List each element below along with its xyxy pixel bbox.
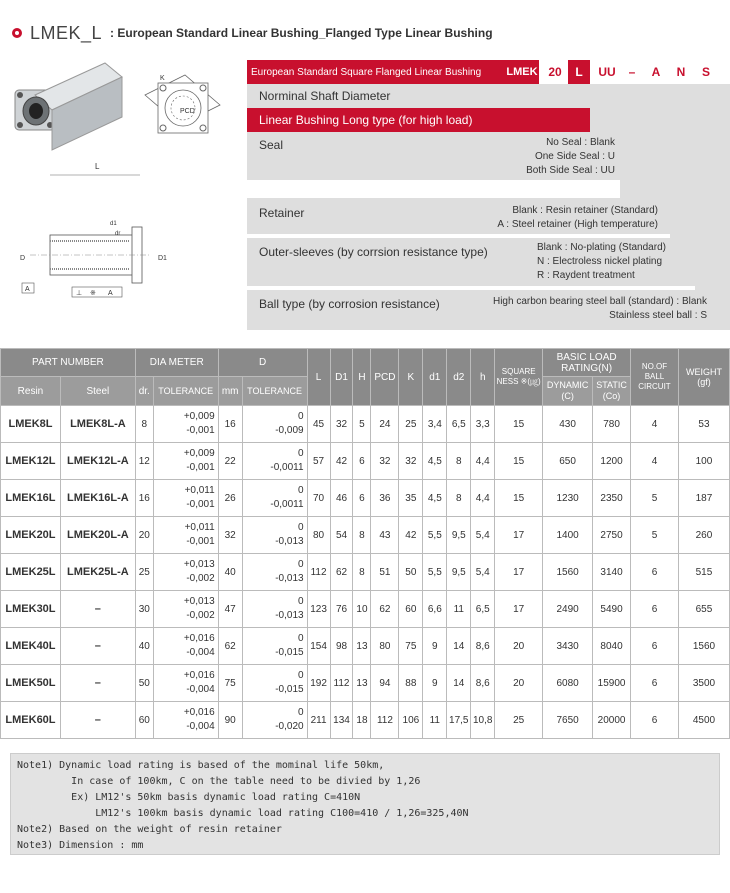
cell-dr: 8 — [135, 406, 153, 443]
cell-dr-tolerance — [153, 591, 218, 628]
cell-sq: 17 — [495, 591, 543, 628]
cell-st: 2350 — [593, 480, 631, 517]
cell-L: 45 — [307, 406, 330, 443]
cell-h: 8,6 — [471, 665, 495, 702]
cell-h: 10,8 — [471, 702, 495, 739]
cell-H: 18 — [353, 702, 371, 739]
cell-dr-tolerance — [153, 702, 218, 739]
cell-D: 62 — [218, 628, 242, 665]
cell-st: 1200 — [593, 443, 631, 480]
cell-resin: LMEK16L — [1, 480, 61, 517]
cell-d2: 11 — [447, 591, 471, 628]
bushing-3d-image — [15, 63, 122, 150]
cell-dyn: 650 — [543, 443, 593, 480]
cell-PCD: 94 — [371, 665, 399, 702]
cell-L: 192 — [307, 665, 330, 702]
tolerance-value: 0 — [298, 707, 304, 718]
tolerance-value: -0,004 — [186, 721, 215, 732]
cell-d-tolerance — [242, 443, 307, 480]
seal-options — [526, 136, 615, 178]
cell-PCD: 24 — [371, 406, 399, 443]
note-line: Note1) Dynamic load rating is based of the mominal life 50km, — [17, 760, 385, 771]
cell-K: 75 — [399, 628, 423, 665]
outer-sleeve-options — [537, 241, 685, 283]
table-row — [1, 702, 730, 739]
tolerance-value: -0,013 — [275, 610, 304, 621]
cell-balls: 4 — [631, 406, 679, 443]
cell-sq: 20 — [495, 665, 543, 702]
cell-steel: LMEK12L-A — [60, 443, 135, 480]
cell-H: 8 — [353, 554, 371, 591]
cell-H: 8 — [353, 517, 371, 554]
pcd-label: PCD — [180, 108, 195, 115]
cell-dr-tolerance — [153, 480, 218, 517]
cell-h: 4,4 — [471, 480, 495, 517]
tolerance-value: +0,013 — [183, 559, 215, 570]
cell-w: 260 — [678, 517, 729, 554]
cell-H: 5 — [353, 406, 371, 443]
seal-label: Seal — [259, 138, 284, 152]
cell-w: 187 — [678, 480, 729, 517]
table-row — [1, 406, 730, 443]
cell-H: 6 — [353, 443, 371, 480]
th-tolerance-dr: TOLERANCE — [153, 377, 218, 406]
cell-K: 35 — [399, 480, 423, 517]
th-steel: Steel — [60, 377, 135, 406]
th-pcd: PCD — [371, 349, 399, 406]
tolerance-value: -0,0011 — [270, 462, 304, 473]
cell-d2: 9,5 — [447, 554, 471, 591]
th-h: h — [471, 349, 495, 406]
cell-d-tolerance — [242, 591, 307, 628]
cell-dr: 60 — [135, 702, 153, 739]
outer-sleeve-label: Outer-sleeves (by corrsion resistance type) — [259, 245, 488, 259]
tolerance-value: +0,016 — [183, 633, 215, 644]
cell-steel: – — [60, 702, 135, 739]
cell-balls: 6 — [631, 665, 679, 702]
cell-dyn: 6080 — [543, 665, 593, 702]
th-tolerance-d: TOLERANCE — [242, 377, 307, 406]
cell-D: 26 — [218, 480, 242, 517]
code-seg-size: 20 — [548, 65, 562, 79]
tolerance-value: +0,016 — [183, 670, 215, 681]
spec-table — [0, 348, 730, 739]
cell-PCD: 36 — [371, 480, 399, 517]
tolerance-value: -0,015 — [275, 684, 304, 695]
table-row — [1, 554, 730, 591]
cell-resin: LMEK50L — [1, 665, 61, 702]
cell-balls: 4 — [631, 443, 679, 480]
table-row — [1, 665, 730, 702]
ball-option-carbon: High carbon bearing steel ball (standard) : Blank — [492, 296, 707, 307]
cell-st: 8040 — [593, 628, 631, 665]
tolerance-value: -0,015 — [275, 647, 304, 658]
cell-dyn: 7650 — [543, 702, 593, 739]
cell-sq: 15 — [495, 406, 543, 443]
code-seg-ball: S — [701, 65, 710, 79]
cell-w: 515 — [678, 554, 729, 591]
cell-H: 13 — [353, 665, 371, 702]
perp-symbol: ⊥ — [76, 290, 83, 297]
note-line: Note3) Dimension : mm — [17, 840, 144, 851]
cell-dr-tolerance — [153, 517, 218, 554]
cell-D1: 54 — [330, 517, 353, 554]
tolerance-value: +0,013 — [183, 596, 215, 607]
th-dynamic: DYNAMIC (C) — [543, 377, 593, 406]
ball-type-options — [493, 295, 707, 323]
cell-dr: 50 — [135, 665, 153, 702]
cell-resin: LMEK12L — [1, 443, 61, 480]
cell-st: 3140 — [593, 554, 631, 591]
cell-dr: 40 — [135, 628, 153, 665]
cell-w: 100 — [678, 443, 729, 480]
cell-d1: 4,5 — [423, 480, 447, 517]
cell-D1: 46 — [330, 480, 353, 517]
cell-d2: 14 — [447, 628, 471, 665]
cell-d2: 8 — [447, 443, 471, 480]
cell-K: 88 — [399, 665, 423, 702]
cell-PCD: 32 — [371, 443, 399, 480]
tolerance-value: -0,004 — [186, 684, 215, 695]
cell-D: 47 — [218, 591, 242, 628]
cell-sq: 15 — [495, 480, 543, 517]
cell-sq: 15 — [495, 443, 543, 480]
th-ball-circuit: NO.OF BALL CIRCUIT — [631, 349, 679, 406]
cell-d2: 17,5 — [447, 702, 471, 739]
tolerance-value: 0 — [298, 633, 304, 644]
th-d: D — [218, 349, 307, 377]
cell-sq: 17 — [495, 517, 543, 554]
th-static: STATIC (Co) — [593, 377, 631, 406]
cell-h: 5,4 — [471, 554, 495, 591]
code-banner: European Standard Square Flanged Linear Bushing — [247, 60, 539, 84]
th-l: L — [307, 349, 330, 406]
cell-D: 32 — [218, 517, 242, 554]
th-d1: d1 — [423, 349, 447, 406]
th-h-big: H — [353, 349, 371, 406]
cell-PCD: 51 — [371, 554, 399, 591]
tolerance-value: -0,020 — [275, 721, 304, 732]
d-label: D — [20, 255, 26, 262]
cell-d1: 9 — [423, 665, 447, 702]
th-resin: Resin — [1, 377, 61, 406]
cell-dyn: 1230 — [543, 480, 593, 517]
cell-L: 154 — [307, 628, 330, 665]
cell-d1: 6,6 — [423, 591, 447, 628]
cell-d-tolerance — [242, 480, 307, 517]
dr-label: dr — [115, 231, 121, 237]
cell-d-tolerance — [242, 554, 307, 591]
cell-balls: 5 — [631, 480, 679, 517]
seal-option-both: Both Side Seal : UU — [526, 165, 615, 176]
notes-box — [10, 753, 720, 855]
shaft-diameter-label: Norminal Shaft Diameter — [259, 89, 391, 103]
cell-dyn: 3430 — [543, 628, 593, 665]
cell-dr-tolerance — [153, 665, 218, 702]
code-seg-model: LMEK — [506, 66, 538, 78]
table-row — [1, 480, 730, 517]
product-drawing — [10, 55, 240, 305]
cell-K: 42 — [399, 517, 423, 554]
cell-dr-tolerance — [153, 406, 218, 443]
cell-d1: 4,5 — [423, 443, 447, 480]
cell-D: 16 — [218, 406, 242, 443]
cell-D1: 76 — [330, 591, 353, 628]
cell-d-tolerance — [242, 517, 307, 554]
tolerance-value: -0,002 — [186, 610, 215, 621]
cell-balls: 6 — [631, 554, 679, 591]
cell-K: 25 — [399, 406, 423, 443]
cell-dr-tolerance — [153, 443, 218, 480]
cell-D: 40 — [218, 554, 242, 591]
cell-h: 5,4 — [471, 517, 495, 554]
table-row — [1, 443, 730, 480]
seal-option-none: No Seal : Blank — [546, 137, 615, 148]
cell-d1: 5,5 — [423, 517, 447, 554]
cell-L: 112 — [307, 554, 330, 591]
tolerance-value: -0,004 — [186, 647, 215, 658]
tolerance-value: +0,016 — [183, 707, 215, 718]
outer-option-raydent: R : Raydent treatment — [537, 270, 635, 281]
ball-option-stainless: Stainless steel ball : S — [609, 310, 707, 321]
cell-d2: 14 — [447, 665, 471, 702]
cell-d-tolerance — [242, 702, 307, 739]
cell-PCD: 112 — [371, 702, 399, 739]
th-k: K — [399, 349, 423, 406]
tolerance-value: +0,011 — [184, 522, 215, 533]
tolerance-value: -0,001 — [186, 462, 215, 473]
tolerance-value: 0 — [298, 596, 304, 607]
cell-steel: LMEK25L-A — [60, 554, 135, 591]
tolerance-value: +0,009 — [183, 448, 215, 459]
tolerance-value: 0 — [298, 448, 304, 459]
cell-h: 4,4 — [471, 443, 495, 480]
cell-dr: 20 — [135, 517, 153, 554]
cell-PCD: 62 — [371, 591, 399, 628]
note-line: LM12's 100km basis dynamic load rating C100=410 / 1,26=325,40N — [17, 808, 469, 819]
bushing-side-view — [20, 162, 167, 297]
cell-st: 20000 — [593, 702, 631, 739]
cell-steel: – — [60, 628, 135, 665]
cell-D: 22 — [218, 443, 242, 480]
cell-dyn: 1560 — [543, 554, 593, 591]
cell-D1: 62 — [330, 554, 353, 591]
table-row — [1, 628, 730, 665]
cell-D1: 134 — [330, 702, 353, 739]
cell-d2: 8 — [447, 480, 471, 517]
cell-L: 211 — [307, 702, 330, 739]
cell-resin: LMEK8L — [1, 406, 61, 443]
th-weight: WEIGHT (gf) — [678, 349, 729, 406]
cell-d1: 5,5 — [423, 554, 447, 591]
cell-D1: 32 — [330, 406, 353, 443]
cell-L: 123 — [307, 591, 330, 628]
datum-a-label: A — [25, 286, 30, 293]
cell-D1: 112 — [330, 665, 353, 702]
tolerance-value: -0,0011 — [270, 499, 304, 510]
cell-H: 13 — [353, 628, 371, 665]
cell-sq: 25 — [495, 702, 543, 739]
tolerance-value: -0,001 — [186, 536, 215, 547]
long-type-label: Linear Bushing Long type (for high load) — [247, 108, 590, 132]
cell-steel: LMEK16L-A — [60, 480, 135, 517]
tolerance-value: 0 — [298, 670, 304, 681]
th-diameter: DIA METER — [135, 349, 218, 377]
th-part-number: PART NUMBER — [1, 349, 136, 377]
l-label: L — [95, 162, 100, 171]
page-subtitle: : European Standard Linear Bushing_Flanged Type Linear Bushing — [110, 26, 493, 40]
tolerance-value: -0,013 — [275, 573, 304, 584]
cell-h: 3,3 — [471, 406, 495, 443]
cell-D1: 42 — [330, 443, 353, 480]
cell-balls: 6 — [631, 628, 679, 665]
cell-H: 10 — [353, 591, 371, 628]
cell-steel: – — [60, 665, 135, 702]
th-dr: dr. — [135, 377, 153, 406]
cell-d-tolerance — [242, 665, 307, 702]
cell-w: 53 — [678, 406, 729, 443]
cell-d-tolerance — [242, 628, 307, 665]
cell-D: 75 — [218, 665, 242, 702]
cell-balls: 6 — [631, 591, 679, 628]
cell-w: 4500 — [678, 702, 729, 739]
cell-dr-tolerance — [153, 554, 218, 591]
outer-option-nickel: N : Electroless nickel plating — [537, 256, 663, 267]
page-title-row — [12, 22, 493, 44]
th-basic-load: BASIC LOAD RATING(N) — [543, 349, 631, 377]
code-seg-seal: UU — [598, 65, 616, 79]
cell-K: 60 — [399, 591, 423, 628]
cell-L: 70 — [307, 480, 330, 517]
th-mm: mm — [218, 377, 242, 406]
bullet-icon — [12, 28, 22, 38]
d1-big-label: D1 — [158, 255, 167, 262]
note-line: In case of 100km, C on the table need to be divied by 1,26 — [17, 776, 421, 787]
cell-dr: 30 — [135, 591, 153, 628]
cell-balls: 5 — [631, 517, 679, 554]
cell-PCD: 43 — [371, 517, 399, 554]
seal-option-one: One Side Seal : U — [534, 151, 615, 162]
cell-resin: LMEK60L — [1, 702, 61, 739]
cell-d-tolerance — [242, 406, 307, 443]
tolerance-value: -0,001 — [186, 499, 215, 510]
page-title: LMEK_L — [30, 22, 103, 43]
cell-st: 2750 — [593, 517, 631, 554]
th-d1-big: D1 — [330, 349, 353, 406]
retainer-option-resin: Blank : Resin retainer (Standard) — [512, 205, 658, 216]
tolerance-value: 0 — [298, 522, 304, 533]
th-squareness: SQUARE NESS ※(㎍) — [495, 349, 543, 406]
k-label: K — [160, 75, 165, 82]
cell-balls: 6 — [631, 702, 679, 739]
cell-d1: 9 — [423, 628, 447, 665]
tolerance-value: 0 — [298, 559, 304, 570]
cell-dr: 12 — [135, 443, 153, 480]
cell-d2: 6,5 — [447, 406, 471, 443]
tolerance-value: 0 — [298, 411, 304, 422]
cell-L: 80 — [307, 517, 330, 554]
retainer-label: Retainer — [259, 206, 305, 220]
cell-dr: 25 — [135, 554, 153, 591]
retainer-options — [497, 204, 658, 232]
cell-resin: LMEK30L — [1, 591, 61, 628]
cell-w: 3500 — [678, 665, 729, 702]
cell-D1: 98 — [330, 628, 353, 665]
cell-steel: – — [60, 591, 135, 628]
cell-sq: 17 — [495, 554, 543, 591]
ball-type-label: Ball type (by corrosion resistance) — [259, 297, 440, 311]
flange-front-view — [145, 75, 220, 133]
cell-h: 8,6 — [471, 628, 495, 665]
cell-sq: 20 — [495, 628, 543, 665]
tolerance-value: -0,002 — [186, 573, 215, 584]
code-seg-retainer: A — [651, 65, 661, 79]
cell-st: 5490 — [593, 591, 631, 628]
note-line: Note2) Based on the weight of resin retainer — [17, 824, 282, 835]
cell-dyn: 430 — [543, 406, 593, 443]
mark-symbol: ※ — [90, 290, 96, 297]
cell-resin: LMEK25L — [1, 554, 61, 591]
cell-h: 6,5 — [471, 591, 495, 628]
datum-a2-label: A — [108, 290, 113, 297]
cell-K: 32 — [399, 443, 423, 480]
d1-label: d1 — [110, 221, 117, 227]
tolerance-value: -0,013 — [275, 536, 304, 547]
cell-dyn: 2490 — [543, 591, 593, 628]
cell-st: 15900 — [593, 665, 631, 702]
cell-d2: 9,5 — [447, 517, 471, 554]
tolerance-value: -0,001 — [186, 425, 215, 436]
retainer-option-steel: A : Steel retainer (High temperature) — [497, 219, 658, 230]
cell-dr: 16 — [135, 480, 153, 517]
cell-K: 50 — [399, 554, 423, 591]
cell-L: 57 — [307, 443, 330, 480]
tolerance-value: -0,009 — [275, 425, 304, 436]
cell-PCD: 80 — [371, 628, 399, 665]
cell-w: 655 — [678, 591, 729, 628]
cell-steel: LMEK8L-A — [60, 406, 135, 443]
code-seg-outer: N — [676, 65, 686, 79]
cell-resin: LMEK40L — [1, 628, 61, 665]
outer-option-none: Blank : No-plating (Standard) — [537, 242, 666, 253]
cell-st: 780 — [593, 406, 631, 443]
cell-D: 90 — [218, 702, 242, 739]
cell-resin: LMEK20L — [1, 517, 61, 554]
cell-d1: 3,4 — [423, 406, 447, 443]
table-row — [1, 591, 730, 628]
cell-steel: LMEK20L-A — [60, 517, 135, 554]
code-seg-dash: – — [628, 65, 636, 79]
cell-H: 6 — [353, 480, 371, 517]
cell-K: 106 — [399, 702, 423, 739]
cell-dyn: 1400 — [543, 517, 593, 554]
note-line: Ex) LM12's 50km basis dynamic load rating C=410N — [17, 792, 361, 803]
tolerance-value: 0 — [298, 485, 304, 496]
tolerance-value: +0,009 — [183, 411, 215, 422]
table-row — [1, 517, 730, 554]
code-seg-long: L — [568, 60, 590, 84]
cell-d1: 11 — [423, 702, 447, 739]
cell-dr-tolerance — [153, 628, 218, 665]
th-d2: d2 — [447, 349, 471, 406]
cell-w: 1560 — [678, 628, 729, 665]
tolerance-value: +0,011 — [184, 485, 215, 496]
ordering-code-panel — [247, 60, 730, 330]
